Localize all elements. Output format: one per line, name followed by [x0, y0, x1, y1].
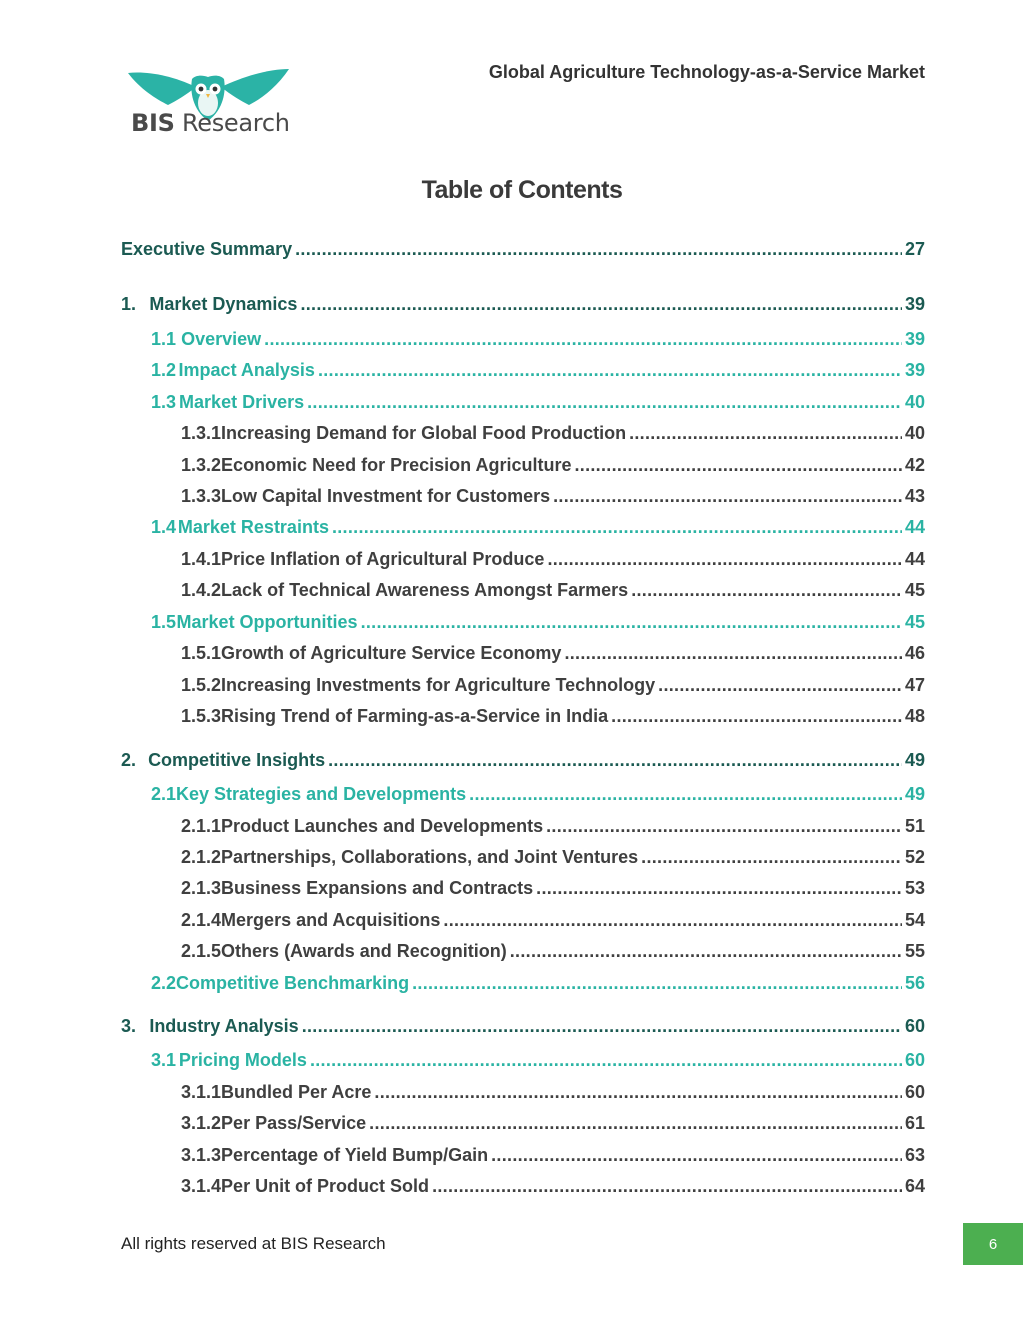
toc-number: 3.1.3: [181, 1145, 222, 1165]
toc-page-number: 54: [904, 910, 925, 930]
toc-entry-low-capital[interactable]: 1.3.3 Low Capital Investment for Customers ..... 43: [181, 486, 925, 510]
toc-entry-service-economy[interactable]: 1.5.1 Growth of Agriculture Service Economy ..... 46: [181, 643, 925, 667]
toc-page-number: 44: [904, 517, 925, 537]
toc-page-number: 49: [904, 750, 925, 770]
toc-number: 2.1.5: [181, 941, 222, 961]
toc-number: 2.1.4: [181, 910, 222, 930]
toc-entry-yield-bump[interactable]: 3.1.3 Percentage of Yield Bump/Gain ..... 63: [181, 1145, 925, 1169]
toc-number: 1.4: [151, 517, 177, 537]
toc-page-number: 40: [904, 423, 925, 443]
toc-number: 1.: [121, 294, 137, 314]
toc-number: 3.: [121, 1016, 137, 1036]
toc-entry-executive-summary[interactable]: Executive Summary ..... 27: [121, 239, 925, 263]
toc-entry-market-drivers[interactable]: 1.3 Market Drivers ..... 40: [151, 392, 925, 416]
toc-page-number: 61: [904, 1113, 925, 1133]
toc-page-number: 63: [904, 1145, 925, 1165]
toc-entry-industry-analysis[interactable]: 3. Industry Analysis ..... 60: [121, 1016, 925, 1040]
toc-number: 1.2: [151, 360, 177, 380]
toc-entry-lack-of-awareness[interactable]: 1.4.2 Lack of Technical Awareness Amongst Farmers ..... 45: [181, 580, 925, 604]
toc-entry-bundled-per-acre[interactable]: 3.1.1 Bundled Per Acre ..... 60: [181, 1082, 925, 1106]
toc-number: 3.1.1: [181, 1082, 222, 1102]
toc-entry-business-expansions[interactable]: 2.1.3 Business Expansions and Contracts ..... 53: [181, 878, 925, 902]
toc-number: 3.1.4: [181, 1176, 222, 1196]
owl-left-wing-icon: [128, 73, 196, 105]
toc-number: 1.4.1: [181, 549, 222, 569]
toc-page-number: 40: [904, 392, 925, 412]
toc-page-number: 51: [904, 816, 925, 836]
toc-page-number: 49: [904, 784, 925, 804]
toc-page-number: 60: [904, 1050, 925, 1070]
toc-entry-rising-trend[interactable]: 1.5.3 Rising Trend of Farming-as-a-Service in India ..... 48: [181, 706, 925, 730]
toc-number: 2.1: [151, 784, 177, 804]
footer-copyright: All rights reserved at BIS Research: [121, 1234, 386, 1253]
toc-page-number: 39: [904, 360, 925, 380]
toc-page-number: 45: [904, 612, 925, 632]
toc-number: 1.3: [151, 392, 177, 412]
toc-page-number: 60: [904, 1016, 925, 1036]
toc-number: 2.1.2: [181, 847, 222, 867]
logo-wordmark: BIS Research: [131, 109, 290, 137]
toc-page-number: 42: [904, 455, 925, 475]
toc-entry-price-inflation[interactable]: 1.4.1 Price Inflation of Agricultural Produce ..... 44: [181, 549, 925, 573]
toc-entry-increasing-demand[interactable]: 1.3.1 Increasing Demand for Global Food Production ..... 40: [181, 423, 925, 447]
toc-entry-impact-analysis[interactable]: 1.2 Impact Analysis ..... 39: [151, 360, 925, 384]
toc-entry-economic-need[interactable]: 1.3.2 Economic Need for Precision Agriculture ..... 42: [181, 455, 925, 479]
toc-number: 3.1.2: [181, 1113, 222, 1133]
toc-number: 1.5.3: [181, 706, 222, 726]
toc-number: 1.5.1: [181, 643, 222, 663]
toc-page-number: 46: [904, 643, 925, 663]
toc-page-number: 53: [904, 878, 925, 898]
toc-entry-competitive-insights[interactable]: 2. Competitive Insights ..... 49: [121, 750, 925, 774]
toc-number: 1.1: [151, 329, 177, 349]
toc-page-number: 39: [904, 329, 925, 349]
toc-heading: Table of Contents: [421, 176, 623, 204]
toc-entry-competitive-benchmarking[interactable]: 2.2 Competitive Benchmarking ..... 56: [151, 973, 925, 997]
toc-number: 1.5.2: [181, 675, 222, 695]
toc-entry-market-dynamics[interactable]: 1. Market Dynamics ..... 39: [121, 294, 925, 318]
toc-number: 1.3.3: [181, 486, 222, 506]
toc-entry-others-awards[interactable]: 2.1.5 Others (Awards and Recognition) ..... 55: [181, 941, 925, 965]
toc-entry-increasing-investments[interactable]: 1.5.2 Increasing Investments for Agriculture Technology ..... 47: [181, 675, 925, 699]
toc-entry-market-opportunities[interactable]: 1.5 Market Opportunities ..... 45: [151, 612, 925, 636]
page-number: 6: [988, 1235, 998, 1253]
toc-entry-per-pass-service[interactable]: 3.1.2 Per Pass/Service ..... 61: [181, 1113, 925, 1137]
report-title: Global Agriculture Technology-as-a-Service Market: [488, 62, 925, 82]
toc-page-number: 55: [904, 941, 925, 961]
toc-number: 2.: [121, 750, 137, 770]
toc-entry-partnerships[interactable]: 2.1.2 Partnerships, Collaborations, and Joint Ventures ..... 52: [181, 847, 925, 871]
toc-number: 1.4.2: [181, 580, 222, 600]
toc-number: 2.2: [151, 973, 177, 993]
toc-number: 1.3.1: [181, 423, 222, 443]
toc-page-number: 43: [904, 486, 925, 506]
page-number-badge: [963, 1223, 1023, 1265]
toc-entry-pricing-models[interactable]: 3.1 Pricing Models ..... 60: [151, 1050, 925, 1074]
toc-entry-key-strategies[interactable]: 2.1 Key Strategies and Developments ..... 49: [151, 784, 925, 808]
toc-page-number: 39: [904, 294, 925, 314]
toc-entry-mergers[interactable]: 2.1.4 Mergers and Acquisitions ..... 54: [181, 910, 925, 934]
toc-entry-overview[interactable]: 1.1 Overview ..... 39: [151, 329, 925, 353]
toc-number: 2.1.1: [181, 816, 222, 836]
toc-page-number: 47: [904, 675, 925, 695]
toc-page-number: 60: [904, 1082, 925, 1102]
toc-page-number: 56: [904, 973, 925, 993]
toc-entry-product-launches[interactable]: 2.1.1 Product Launches and Developments ..... 51: [181, 816, 925, 840]
toc-page-number: 44: [904, 549, 925, 569]
toc-page-number: 64: [904, 1176, 925, 1196]
toc-page-number: 45: [904, 580, 925, 600]
toc-page-number: 52: [904, 847, 925, 867]
toc-number: 2.1.3: [181, 878, 222, 898]
toc-entry-per-unit-product[interactable]: 3.1.4 Per Unit of Product Sold ..... 64: [181, 1176, 925, 1200]
owl-right-wing-icon: [221, 69, 289, 105]
toc-number: 1.5: [151, 612, 177, 632]
toc-entry-market-restraints[interactable]: 1.4 Market Restraints ..... 44: [151, 517, 925, 541]
toc-number: 3.1: [151, 1050, 177, 1070]
toc-number: 1.3.2: [181, 455, 222, 475]
toc-page-number: 48: [904, 706, 925, 726]
toc-page-number: 27: [904, 239, 925, 259]
